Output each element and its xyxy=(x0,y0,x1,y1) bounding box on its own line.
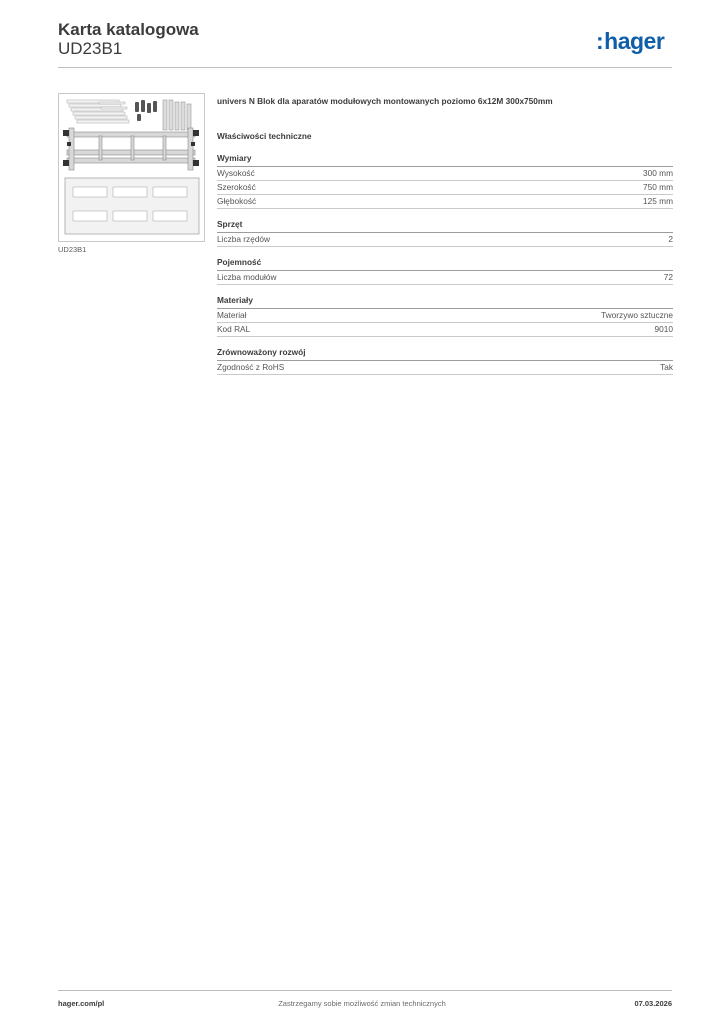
spec-value: 300 mm xyxy=(643,168,673,178)
spec-row xyxy=(217,167,673,181)
footer-date: 07.03.2026 xyxy=(634,999,672,1008)
spec-value: Tak xyxy=(660,362,673,372)
product-illustration xyxy=(59,94,204,241)
section-equipment xyxy=(217,219,673,247)
spec-value: 72 xyxy=(663,272,673,282)
section-heading: Pojemność xyxy=(217,257,673,271)
spec-label: Liczba rzędów xyxy=(217,234,271,244)
specification-panel xyxy=(217,96,673,375)
spec-value: 125 mm xyxy=(643,196,673,206)
spec-label: Zgodność z RoHS xyxy=(217,362,285,372)
spec-label: Wysokość xyxy=(217,168,255,178)
spec-row xyxy=(217,323,673,337)
section-materials xyxy=(217,295,673,337)
spec-value: Tworzywo sztuczne xyxy=(601,310,673,320)
footer-divider xyxy=(58,990,672,991)
spec-row xyxy=(217,361,673,375)
spec-label: Materiał xyxy=(217,310,247,320)
spec-row xyxy=(217,181,673,195)
spec-row xyxy=(217,233,673,247)
spec-value: 2 xyxy=(668,234,673,244)
spec-value: 9010 xyxy=(654,324,673,334)
image-caption: UD23B1 xyxy=(58,245,87,254)
properties-heading: Właściwości techniczne xyxy=(217,131,312,141)
footer-website-link[interactable]: hager.com/pl xyxy=(58,999,105,1008)
product-title: univers N Blok dla aparatów modułowych montowanych poziomo 6x12M 300x750mm xyxy=(217,96,553,106)
spec-row xyxy=(217,195,673,209)
spec-row xyxy=(217,309,673,323)
logo-text: hager xyxy=(604,28,665,54)
section-heading: Wymiary xyxy=(217,153,673,167)
section-sustainability xyxy=(217,347,673,375)
section-heading: Sprzęt xyxy=(217,219,673,233)
product-image xyxy=(58,93,205,242)
page-title: Karta katalogowa xyxy=(58,20,199,39)
spec-label: Głębokość xyxy=(217,196,257,206)
footer-disclaimer: Zastrzegamy sobie możliwość zmian technicznych xyxy=(278,999,446,1008)
section-heading: Materiały xyxy=(217,295,673,309)
spec-label: Liczba modułów xyxy=(217,272,277,282)
spec-row xyxy=(217,271,673,285)
section-capacity xyxy=(217,257,673,285)
header-divider xyxy=(58,67,672,68)
spec-label: Szerokość xyxy=(217,182,256,192)
section-heading: Zrównoważony rozwój xyxy=(217,347,673,361)
spec-value: 750 mm xyxy=(643,182,673,192)
section-dimensions xyxy=(217,153,673,209)
product-code: UD23B1 xyxy=(58,39,123,58)
hager-logo: :hager xyxy=(596,28,665,54)
spec-label: Kod RAL xyxy=(217,324,251,334)
